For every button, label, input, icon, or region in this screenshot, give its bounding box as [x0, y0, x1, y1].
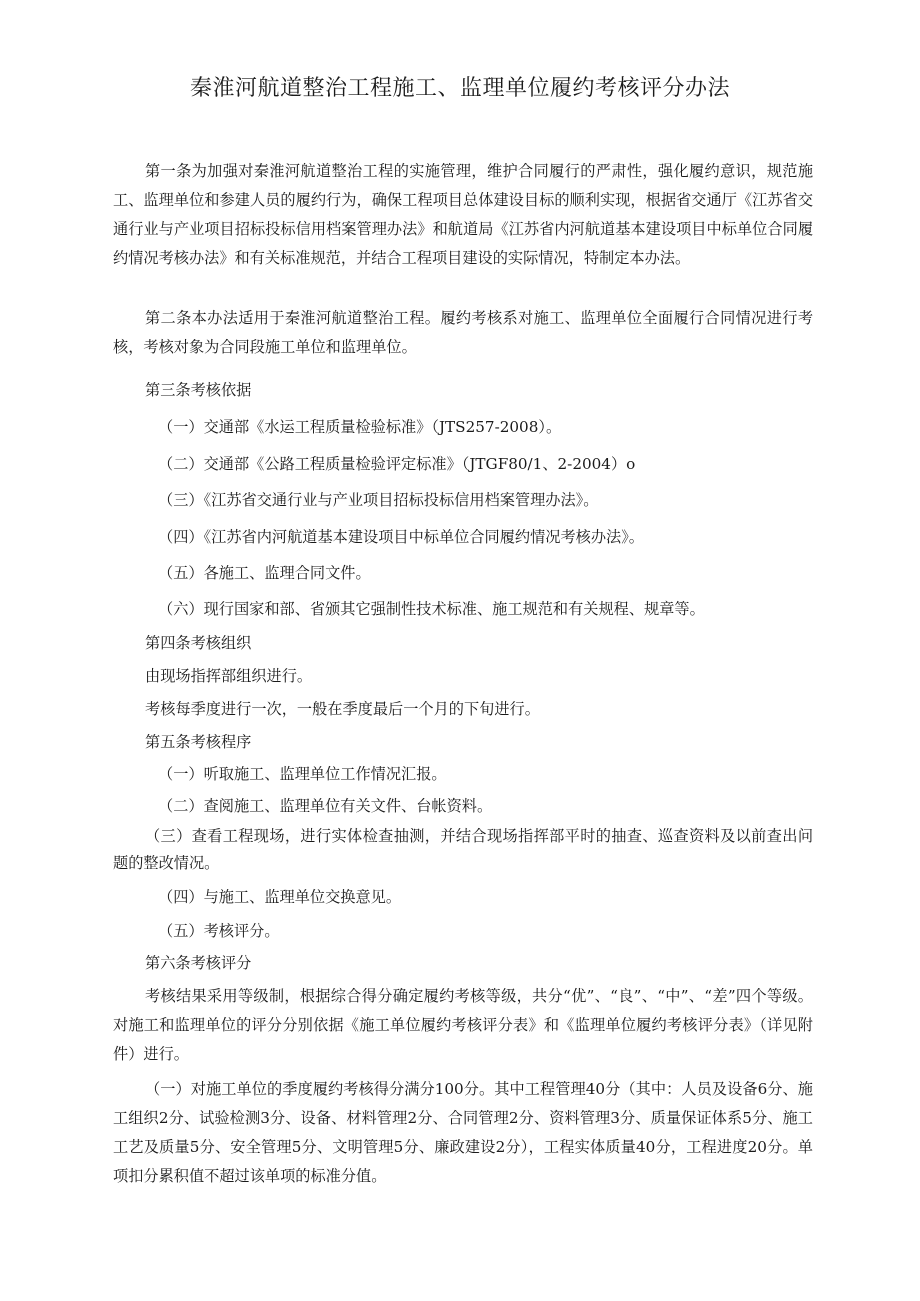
article-3-item-4: （四）《江苏省内河航道基本建设项目中标单位合同履约情况考核办法》。 — [158, 528, 644, 546]
article-5-item-2: （二）查阅施工、监理单位有关文件、台帐资料。 — [158, 797, 493, 815]
article-4-line-2: 考核每季度进行一次，一般在季度最后一个月的下旬进行。 — [145, 700, 540, 718]
article-3-heading: 第三条考核依据 — [145, 381, 252, 399]
article-3-item-2: （二）交通部《公路工程质量检验评定标准》（JTGF80/1、2-2004）o — [158, 455, 636, 473]
article-6-intro: 考核结果采用等级制，根据综合得分确定履约考核等级，共分“优”、“良”、“中”、“差”四个等级。对施工和监理单位的评分分别依据《施工单位履约考核评分表》和《监理单位履约考核评分表》（详见附件）进行。 — [113, 987, 813, 1063]
article-3-item-1: （一）交通部《水运工程质量检验标准》（JTS257-2008）。 — [158, 418, 562, 436]
article-5-item-3: （三）查看工程现场，进行实体检查抽测，并结合现场指挥部平时的抽查、巡查资料及以前查出问题的整改情况。 — [113, 827, 813, 872]
article-5-item-5: （五）考核评分。 — [158, 922, 280, 940]
article-5-item-1: （一）听取施工、监理单位工作情况汇报。 — [158, 765, 447, 783]
article-4-line-1: 由现场指挥部组织进行。 — [145, 667, 313, 685]
article-4-heading: 第四条考核组织 — [145, 634, 252, 652]
article-2: 第二条本办法适用于秦淮河航道整治工程。履约考核系对施工、监理单位全面履行合同情况进行考核，考核对象为合同段施工单位和监理单位。 — [113, 309, 813, 356]
article-3-item-6: （六）现行国家和部、省颁其它强制性技术标准、施工规范和有关规程、规章等。 — [158, 600, 705, 618]
article-5-heading: 第五条考核程序 — [145, 733, 252, 751]
article-3-item-3: （三）《江苏省交通行业与产业项目招标投标信用档案管理办法》。 — [158, 491, 599, 509]
article-1: 第一条为加强对秦淮河航道整治工程的实施管理，维护合同履行的严肃性，强化履约意识，规范施工、监理单位和参建人员的履约行为，确保工程项目总体建设目标的顺利实现，根据省交通厅《江苏省交通行业与产业项目招标投标信用档案管理办法》和航道局《江苏省内河航道基本建设项目中标单位合同履约情况考核办法》和有关标准规范，并结合工程项目建设的实际情况，特制定本办法。 — [113, 162, 813, 267]
article-3-item-5: （五）各施工、监理合同文件。 — [158, 564, 371, 582]
article-6-item-1: （一）对施工单位的季度履约考核得分满分100分。其中工程管理40分（其中：人员及设备6分、施工组织2分、试验检测3分、设备、材料管理2分、合同管理2分、资料管理3分、质量保证体系5分、施工工艺及质量5分、安全管理5分、文明管理5分、廉政建设2分），工程实体质量40分，工程进度20分。单项扣分累积值不超过该单项的标准分值。 — [113, 1080, 813, 1185]
document-title: 秦淮河航道整治工程施工、监理单位履约考核评分办法 — [189, 76, 730, 101]
article-6-heading: 第六条考核评分 — [145, 954, 252, 972]
article-5-item-4: （四）与施工、监理单位交换意见。 — [158, 888, 401, 906]
